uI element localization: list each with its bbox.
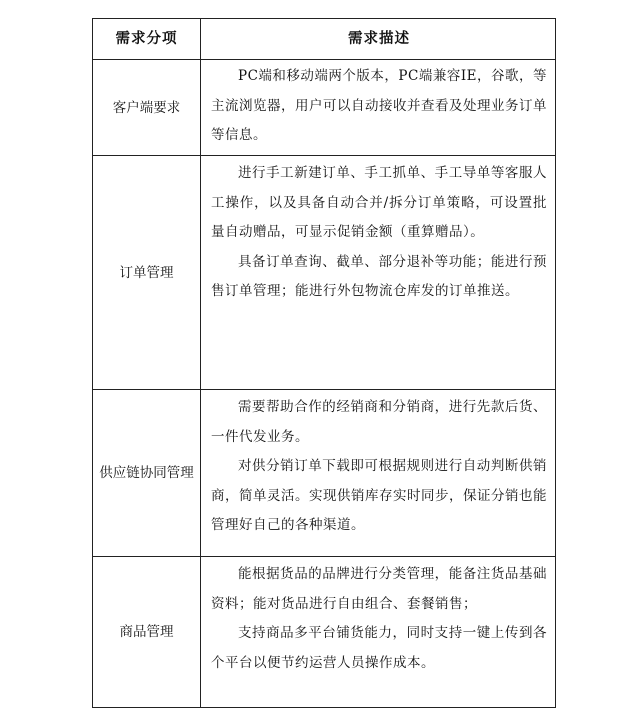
table-row — [93, 557, 556, 708]
table-row — [93, 156, 556, 390]
table-row — [93, 390, 556, 557]
row-description — [201, 156, 556, 389]
row-category: 订单管理 — [93, 156, 201, 389]
table-header-row — [93, 19, 556, 60]
row-description — [201, 390, 556, 556]
table-row — [93, 60, 556, 156]
header-category: 需求分项 — [93, 19, 201, 59]
description-paragraph: 需要帮助合作的经销商和分销商，进行先款后货、一件代发业务。 — [211, 399, 547, 445]
row-description — [201, 60, 556, 155]
description-paragraph: 进行手工新建订单、手工抓单、手工导单等客服人工操作，以及具备自动合并/拆分订单策略，可设置批量自动赠品，可显示促销金额（重算赠品）。 — [211, 165, 547, 240]
row-category: 商品管理 — [93, 557, 201, 707]
row-description — [201, 557, 556, 707]
description-paragraph: 具备订单查询、截单、部分退补等功能；能进行预售订单管理；能进行外包物流仓库发的订单推送。 — [211, 253, 547, 299]
description-paragraph: 能根据货品的品牌进行分类管理，能备注货品基础资料；能对货品进行自由组合、套餐销售； — [211, 566, 547, 612]
row-category: 供应链协同管理 — [93, 390, 201, 556]
description-paragraph: PC端和移动端两个版本，PC端兼容IE，谷歌，等主流浏览器，用户可以自动接收并查看及处理业务订单等信息。 — [211, 68, 548, 143]
requirements-table — [92, 18, 556, 708]
header-description: 需求描述 — [201, 19, 556, 59]
row-category: 客户端要求 — [93, 60, 201, 155]
description-paragraph: 支持商品多平台铺货能力，同时支持一键上传到各个平台以便节约运营人员操作成本。 — [211, 625, 547, 671]
description-paragraph: 对供分销订单下载即可根据规则进行自动判断供销商，简单灵活。实现供销库存实时同步，保证分销也能管理好自己的各种渠道。 — [211, 458, 547, 533]
